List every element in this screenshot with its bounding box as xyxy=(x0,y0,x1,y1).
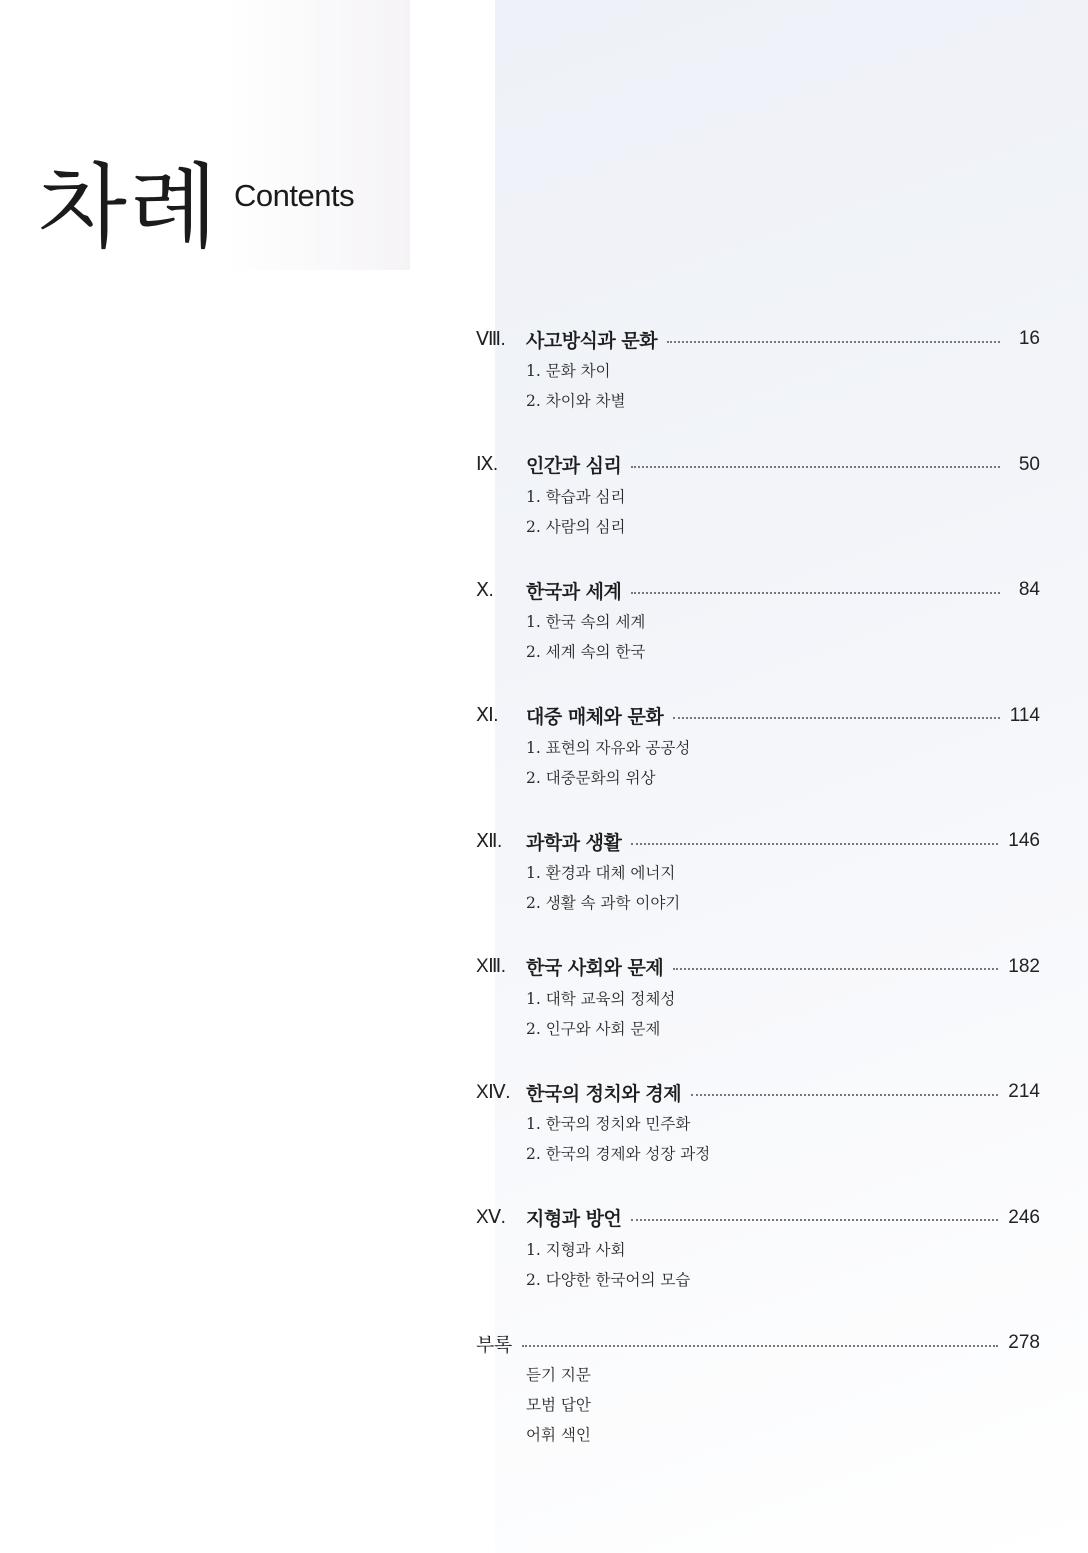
section-list xyxy=(526,984,1040,1044)
chapter-title: 한국과 세계 xyxy=(526,580,622,603)
toc-appendix xyxy=(476,1326,1040,1452)
chapter-number: Ⅷ. xyxy=(476,328,506,350)
section-item[interactable]: 1. 한국의 정치와 민주화 xyxy=(526,1115,691,1133)
chapter-title: 한국의 정치와 경제 xyxy=(526,1082,682,1105)
dot-leader xyxy=(631,591,1000,594)
page-number: 84 xyxy=(1018,579,1040,600)
section-item[interactable]: 1. 표현의 자유와 공공성 xyxy=(526,738,691,757)
page-number: 278 xyxy=(1008,1332,1040,1353)
dot-leader xyxy=(667,340,1000,343)
section-list xyxy=(526,1235,1040,1295)
appendix-heading[interactable] xyxy=(476,1326,1040,1360)
dot-leader xyxy=(631,1218,998,1221)
page-title-english: Contents xyxy=(234,178,355,213)
dot-leader xyxy=(522,1344,999,1347)
table-of-contents xyxy=(476,322,1040,1452)
section-item[interactable]: 2. 인구와 사회 문제 xyxy=(526,1019,661,1038)
chapter-title: 지형과 방언 xyxy=(526,1208,622,1230)
chapter-title: 인간과 심리 xyxy=(526,455,622,477)
section-item[interactable]: 1. 문화 차이 xyxy=(526,362,611,380)
section-list xyxy=(526,482,1040,542)
page-number: 16 xyxy=(1018,328,1040,349)
section-item[interactable]: 2. 한국의 경제와 성장 과정 xyxy=(526,1145,711,1163)
chapter-title: 한국 사회와 문제 xyxy=(526,957,664,979)
section-item[interactable]: 1. 한국 속의 세계 xyxy=(526,613,646,631)
appendix-item[interactable]: 듣기 지문 xyxy=(526,1366,591,1384)
section-item[interactable]: 2. 세계 속의 한국 xyxy=(526,643,646,661)
chapter-number: Ⅹ. xyxy=(476,579,494,601)
chapter-heading[interactable] xyxy=(476,1201,1040,1235)
chapter-number: Ⅺ. xyxy=(476,705,499,726)
chapter-number: XⅤ. xyxy=(476,1207,506,1228)
section-item[interactable]: 2. 사람의 심리 xyxy=(526,517,626,536)
section-list xyxy=(526,733,1040,793)
dot-leader xyxy=(673,967,998,970)
dot-leader xyxy=(631,465,1000,468)
page-number: 146 xyxy=(1008,830,1040,851)
toc-chapter xyxy=(476,824,1040,950)
section-item[interactable]: 2. 차이와 차별 xyxy=(526,392,626,410)
toc-chapter xyxy=(476,1075,1040,1201)
section-item[interactable]: 1. 지형과 사회 xyxy=(526,1240,626,1259)
section-list xyxy=(526,1109,1040,1169)
chapter-number: XⅣ. xyxy=(476,1081,510,1103)
appendix-item[interactable]: 모범 답안 xyxy=(526,1396,591,1414)
page-number: 214 xyxy=(1008,1081,1040,1102)
section-item[interactable]: 2. 다양한 한국어의 모습 xyxy=(526,1270,691,1289)
toc-chapter xyxy=(476,573,1040,699)
section-list xyxy=(526,607,1040,667)
chapter-title: 사고방식과 문화 xyxy=(526,329,658,352)
chapter-title: 과학과 생활 xyxy=(526,831,622,854)
section-item[interactable]: 2. 대중문화의 위상 xyxy=(526,768,656,787)
section-item[interactable]: 1. 환경과 대체 에너지 xyxy=(526,864,676,882)
chapter-heading[interactable] xyxy=(476,824,1040,858)
section-item[interactable]: 2. 생활 속 과학 이야기 xyxy=(526,894,681,912)
section-list xyxy=(526,858,1040,918)
appendix-list xyxy=(526,1360,1040,1450)
chapter-heading[interactable] xyxy=(476,1075,1040,1109)
appendix-title: 부록 xyxy=(476,1333,512,1356)
chapter-number: Ⅻ. xyxy=(476,830,502,852)
toc-chapter xyxy=(476,1201,1040,1327)
page-title-korean: 차례 xyxy=(38,154,220,261)
appendix-item[interactable]: 어휘 색인 xyxy=(526,1426,591,1444)
dot-leader xyxy=(673,716,999,719)
section-item[interactable]: 1. 학습과 심리 xyxy=(526,487,626,506)
chapter-number: XⅢ. xyxy=(476,956,506,977)
page-number: 182 xyxy=(1008,955,1040,977)
toc-chapter xyxy=(476,950,1040,1076)
page-number: 246 xyxy=(1008,1206,1040,1228)
chapter-number: Ⅸ. xyxy=(476,454,498,475)
page-number: 50 xyxy=(1018,453,1040,475)
dot-leader xyxy=(631,842,998,845)
section-list xyxy=(526,356,1040,416)
chapter-heading[interactable] xyxy=(476,573,1040,607)
chapter-heading[interactable] xyxy=(476,322,1040,356)
section-item[interactable]: 1. 대학 교육의 정체성 xyxy=(526,989,676,1008)
chapter-heading[interactable] xyxy=(476,699,1040,733)
chapter-heading[interactable] xyxy=(476,448,1040,482)
dot-leader xyxy=(691,1093,998,1096)
page-number: 114 xyxy=(1009,704,1040,726)
toc-chapter xyxy=(476,699,1040,825)
chapter-heading[interactable] xyxy=(476,950,1040,984)
chapter-title: 대중 매체와 문화 xyxy=(526,706,664,728)
toc-chapter xyxy=(476,322,1040,448)
toc-chapter xyxy=(476,448,1040,574)
